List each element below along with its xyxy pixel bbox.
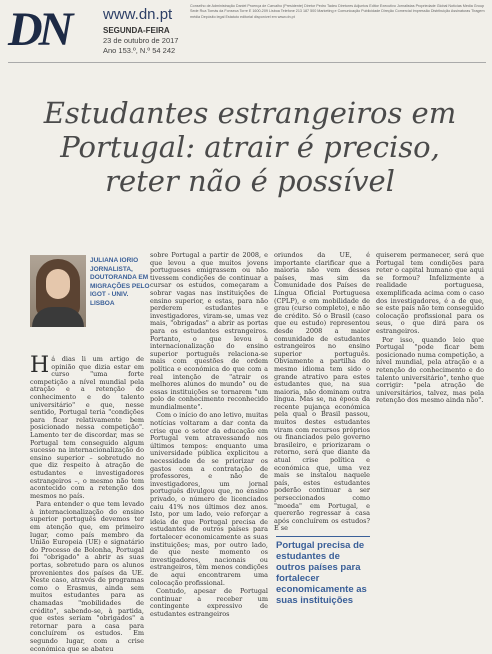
masthead bbox=[0, 0, 492, 64]
paragraph: sobre Portugal a partir de 2008, e que levou a que muitos jovens portugueses emigrassem ou não tivessem condições de continuar a cursar os estudos, começaram a sobrar vagas nas instituições de ensino superior, e estas, para não perderem estudantes e investigadores, viram-se, umas vez mais, "obrigadas" a abrir as portas para os estudantes estrangeiros. Portanto, o que levou à internacionalização do ensino superior português relaciona-se mais com questões de ordem política e económica do que com a real intenção de "atrair os melhores alunos do mundo" ou de essas instituições se tornarem "um polo de conhecimento reconhecido mundialmente". bbox=[150, 251, 268, 411]
pull-quote: Portugal precisa de estudantes de outros países para fortalecer economicamente as suas instituições bbox=[276, 536, 370, 606]
edition-weekday: SEGUNDA-FEIRA bbox=[103, 26, 170, 35]
article-column-3 bbox=[274, 252, 370, 534]
author-name: JULIANA IORIO bbox=[90, 257, 139, 264]
masthead-divider bbox=[8, 62, 486, 63]
author-photo bbox=[30, 255, 86, 327]
article-column-4 bbox=[376, 252, 484, 406]
paragraph: quiserem permanecer, será que Portugal tem condições para reter o capital humano que aqui se formou? Infelizmente a realidade portuguesa, exemplificada acima com o caso dos investigadores, é a de que, se este país não tem conseguido colocação profissional para os seus, o que dirá para os estrangeiros. bbox=[376, 251, 484, 335]
article-headline: Estudantes estrangeiros em Portugal: atrair é preciso, reter não é possível bbox=[43, 96, 457, 198]
newspaper-logo: DN bbox=[8, 3, 70, 56]
article-column-1 bbox=[30, 353, 144, 654]
author-title: JORNALISTA, DOUTORANDA EM MIGRAÇÕES PELO IGOT - UNIV. LISBOA bbox=[90, 265, 150, 307]
paragraph: oriundos da UE, é importante clarificar que a maioria não vem desses países, mas sim da Comunidade dos Países de Língua Oficial Portuguesa (CPLP), e em mobilidade de grau (curso completo), e não de crédito. Só o Brasil (caso que eu estudo) representou desde 2008 a maior comunidade de estudantes estrangeiros no ensino superior português. Obviamente a partilha do mesmo idioma tem sido o grande atrativo para estes estudantes que, na sua maioria, não dominam outra língua. Mas se, na época da recente pujança económica pela qual o Brasil passou, muitos destes estudantes viram com recursos próprios ou financiados pelo governo brasileiro, e priorizaram o retorno, será que diante da atual crise política e económica que, uma vez mais se instalou naquele país, estes estudantes poderão continuar a ser perseccionados como "moeda" em Portugal, e quererão regressar a casa após concluírem os estudos? E se bbox=[274, 251, 370, 533]
paragraph: Há dias li um artigo de opinião que dizia estar em curso "uma forte competição a nível mundial pela atração e a retenção do conhecimento e do talento universitário" e que, nesse sentido, Portugal teria "condições para ficar relativamente bem posicionado nessa competição". Lamento ter de discordar, mas se Portugal tem conseguido algum sucesso na internacionalização do ensino superior – sobretudo no que diz respeito à atração de estudantes e investigadores estrangeiros –, o mesmo não tem acontecido com a retenção dos mesmos no país. bbox=[30, 353, 144, 500]
drop-cap: H bbox=[30, 353, 50, 378]
paragraph: Com o início do ano letivo, muitas notícias voltaram a dar conta da crise que o setor da educação em Portugal vem atravessando nos últimos tempos: enquanto uma universidade pública explicitou a necessidade de se priorizar os gastos com a contratação de professores, e não de investigadores, um jornal português divulgou que, no ensino privado, o número de licenciados caiu 41% nos últimos dez anos. Isto, por um lado, veio reforçar a ideia de que Portugal precisa de estudantes de outros países para fortalecer economicamente as suas instituições; mas, por outro lado, de que neste momento os investigadores, nacionais ou estrangeiros, têm menos condições de aqui encontrarem uma colocação profissional. bbox=[150, 411, 268, 587]
colophon: Conselho de Administração Daniel Proença de Carvalho (Presidente) Diretor Pedro Tadeu Diretores Adjuntos Editor Executivo Jornalistas Propriedade Global Notícias Media Group Sede Rua Tomás da Fonseca Torre E 1600-209 Lisboa Telefone 213 187 500 Marketing e Comunicação Publicidade Direção Comercial Impressão Distribuição Assinaturas Tiragem média Depósito legal Estatuto editorial disponível em www.dn.pt bbox=[190, 4, 485, 19]
website-url[interactable]: www.dn.pt bbox=[103, 6, 173, 23]
edition-date: 23 de outubro de 2017 bbox=[103, 36, 179, 45]
paragraph: Por isso, quando leio que Portugal "pode ficar bem posicionado numa competição, a nível mundial, pela atração e a retenção do conhecimento e do talento universitário", tenho que corrigir: "pela atração de universitários, talvez, mas pela retenção dos mesmo ainda não". bbox=[376, 335, 484, 405]
paragraph: Contudo, apesar de Portugal continuar a receber um contingente expressivo de estudantes estrangeiros bbox=[150, 587, 268, 618]
article-column-2 bbox=[150, 252, 268, 620]
edition-issue: Ano 153.º, N.º 54 242 bbox=[103, 46, 176, 55]
author-byline bbox=[90, 257, 150, 308]
paragraph: Para entender o que tem levado à internacionalização do ensino superior português devemos ter em atenção que, em primeiro lugar, como país membro da União Europeia (UE) e signatário do Processo de Bolonha, Portugal foi "obrigado" a abrir as suas portas, sobretudo para os alunos provenientes dos países da UE. Neste caso, através de programas como o Erasmus, ainda sem muitos estudantes para as chamadas "mobilidades de crédito", sabendo-se, à partida, que estes seriam "obrigados" a retornar para a casa para concluírem os estudos. Em segundo lugar, com a crise económica que se abateu bbox=[30, 500, 144, 653]
